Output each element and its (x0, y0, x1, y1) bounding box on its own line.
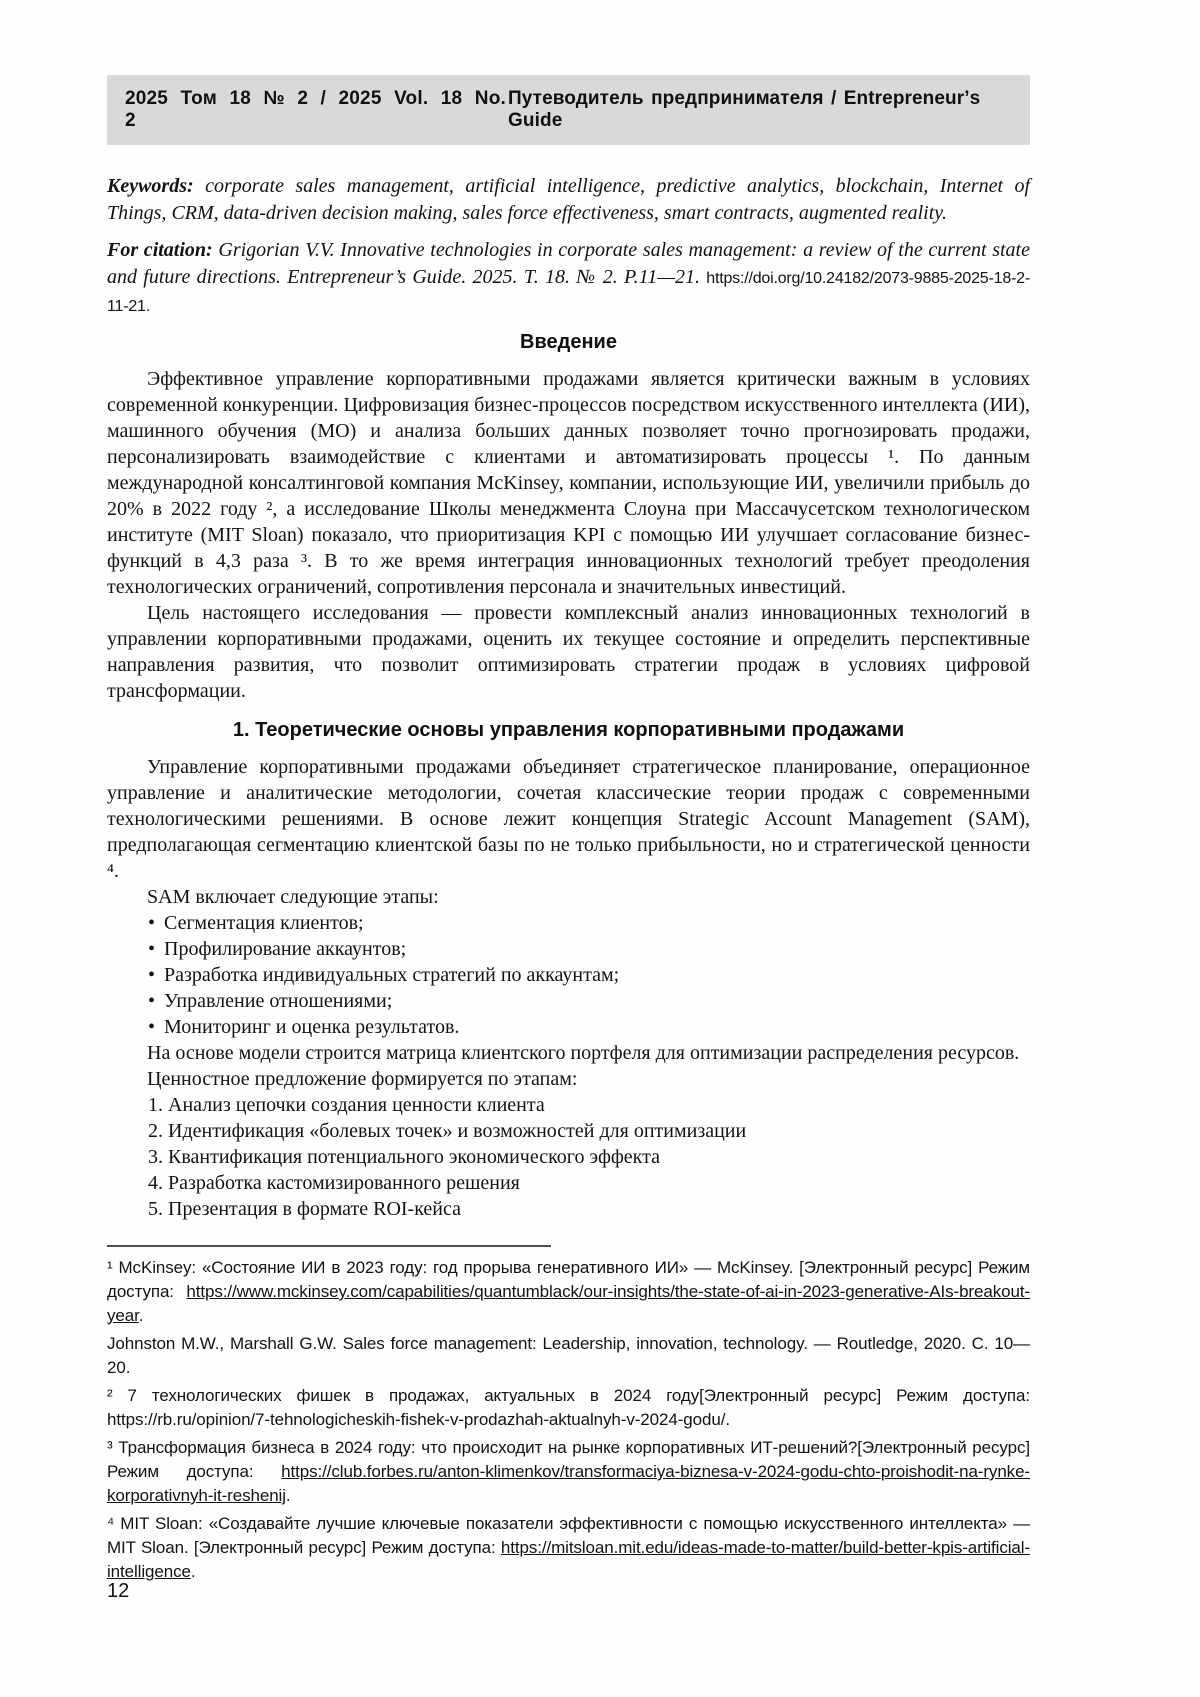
footnotes-section (107, 1245, 1030, 1588)
numbered-item: 4. Разработка кастомизированного решения (148, 1172, 520, 1194)
keywords-paragraph (107, 173, 1030, 227)
footnote-1 (107, 1256, 1030, 1328)
keywords-label: Keywords: (107, 175, 194, 197)
footnote-1b: Johnston M.W., Marshall G.W. Sales force management: Leadership, innovation, technology. — Routledge, 2020. C. 10—20. (107, 1334, 1030, 1377)
footnote-text: ⁴ MIT Sloan: «Создавайте лучшие ключевые показатели эффективности с помощью искусственного интеллекта» — MIT Sloan. [Электронный ресурс] Режим доступа: (107, 1514, 1030, 1557)
bullet-icon: • (148, 990, 156, 1012)
footnote-text: . (285, 1486, 291, 1505)
page-content (107, 173, 1030, 1222)
footnote-separator (107, 1245, 551, 1247)
footnote-text: ¹ McKinsey: «Состояние ИИ в 2023 году: год прорыва генеративного ИИ» — McKinsey. [Электронный ресурс] Режим доступа: (107, 1258, 1030, 1301)
sam-steps-intro: SAM включает следующие этапы: (147, 886, 439, 908)
footnote-text: . (138, 1306, 144, 1325)
footnote-link[interactable]: https://www.mckinsey.com/capabilities/quantumblack/our-insights/the-state-of-ai-in-2023-generative-AIs-breakout-year (107, 1282, 1030, 1325)
numbered-item: 1. Анализ цепочки создания ценности клиента (148, 1094, 545, 1116)
list-item-text: Разработка индивидуальных стратегий по аккаунтам; (164, 964, 620, 986)
section1-paragraph-1: Управление корпоративными продажами объединяет стратегическое планирование, операционное управление и аналитические методологии, сочетая классические теории продаж с современными технологическими решениями. В основе лежит концепция Strategic Account Management (SAM), предполагающая сегментацию клиентской базы по не только прибыльности, но и стратегической ценности ⁴. (107, 756, 1030, 882)
page-number: 12 (107, 1580, 130, 1602)
footnote-link[interactable]: https://club.forbes.ru/anton-klimenkov/transformaciya-biznesa-v-2024-godu-chto-proishodit-na-rynke-korporativnyh-it-reshenij (107, 1462, 1030, 1505)
footnote-link[interactable]: https://mitsloan.mit.edu/ideas-made-to-matter/build-better-kpis-artificial-intelligence (107, 1538, 1030, 1581)
list-item-text: Профилирование аккаунтов; (164, 938, 407, 960)
list-item (148, 1014, 1030, 1040)
value-steps-intro: Ценностное предложение формируется по этапам: (147, 1068, 578, 1090)
section1-paragraph-2: На основе модели строится матрица клиентского портфеля для оптимизации распределения ресурсов. (147, 1042, 1020, 1064)
bullet-icon: • (148, 1016, 156, 1038)
list-item-text: Мониторинг и оценка результатов. (164, 1016, 460, 1038)
footnote-2: ² 7 технологических фишек в продажах, актуальных в 2024 году[Электронный ресурс] Режим доступа: https://rb.ru/opinion/7-tehnologicheskih-fishek-v-prodazhah-aktualnyh-v-2024-godu/. (107, 1386, 1030, 1429)
numbered-item: 2. Идентификация «болевых точек» и возможностей для оптимизации (148, 1120, 747, 1142)
citation-label: For citation: (107, 239, 213, 261)
journal-title: Путеводитель предпринимателя / Entrepreneurʼs Guide (508, 88, 981, 131)
doi-link[interactable]: https://doi.org/10.24182/2073-9885-2025-18-2-11-21. (107, 270, 1030, 315)
footnote-text: . (190, 1562, 196, 1581)
numbered-item: 5. Презентация в формате ROI-кейса (148, 1198, 462, 1220)
list-item-text: Управление отношениями; (164, 990, 393, 1012)
introduction-heading: Введение (520, 331, 617, 353)
citation-paragraph (107, 237, 1030, 320)
bullet-icon: • (148, 938, 156, 960)
list-item (148, 936, 1030, 962)
list-item (148, 988, 1030, 1014)
list-item (148, 910, 1030, 936)
journal-volume-info: 2025 Том 18 № 2 / 2025 Vol. 18 No. 2 (125, 88, 506, 131)
list-item-text: Сегментация клиентов; (164, 912, 364, 934)
footnote-text: ³ Трансформация бизнеса в 2024 году: что происходит на рынке корпоративных ИТ-решений?[Электронный ресурс] Режим доступа: (107, 1438, 1030, 1481)
keywords-text: corporate sales management, artificial intelligence, predictive analytics, blockchain, Internet of Things, CRM, data-driven decision making, sales force effectiveness, smart contracts, augmented reality. (107, 175, 1030, 224)
list-item (148, 962, 1030, 988)
section1-heading: 1. Теоретические основы управления корпоративными продажами (232, 719, 905, 741)
bullet-icon: • (148, 912, 156, 934)
introduction-paragraph-2: Цель настоящего исследования — провести комплексный анализ инновационных технологий в управлении корпоративными продажами, оценить их текущее состояние и определить перспективные направления развития, что позволит оптимизировать стратегии продаж в условиях цифровой трансформации. (107, 602, 1030, 702)
footnote-3 (107, 1436, 1030, 1508)
numbered-item: 3. Квантификация потенциального экономического эффекта (148, 1146, 660, 1168)
journal-header-bar (107, 75, 1030, 145)
introduction-paragraph-1: Эффективное управление корпоративными продажами является критически важным в условиях современной конкуренции. Цифровизация бизнес-процессов посредством искусственного интеллекта (ИИ), машинного обучения (МО) и анализа больших данных позволяет точно прогнозировать продажи, персонализировать взаимодействие с клиентами и автоматизировать процессы ¹. По данным международной консалтинговой компания McKinsey, компании, использующие ИИ, увеличили прибыль до 20% в 2022 году ², а исследование Школы менеджмента Слоуна при Массачусетском технологическом институте (MIT Sloan) показало, что приоритизация KPI с помощью ИИ улучшает согласование бизнес-функций в 4,3 раза ³. В то же время интеграция инновационных технологий требует преодоления технологических ограничений, сопротивления персонала и значительных инвестиций. (107, 368, 1030, 598)
citation-text: Grigorian V.V. Innovative technologies in corporate sales management: a review of the current state and future directions. Entrepreneur’s Guide. 2025. Т. 18. № 2. P.11—21. (107, 239, 1030, 288)
footnote-4 (107, 1512, 1030, 1584)
bullet-icon: • (148, 964, 156, 986)
